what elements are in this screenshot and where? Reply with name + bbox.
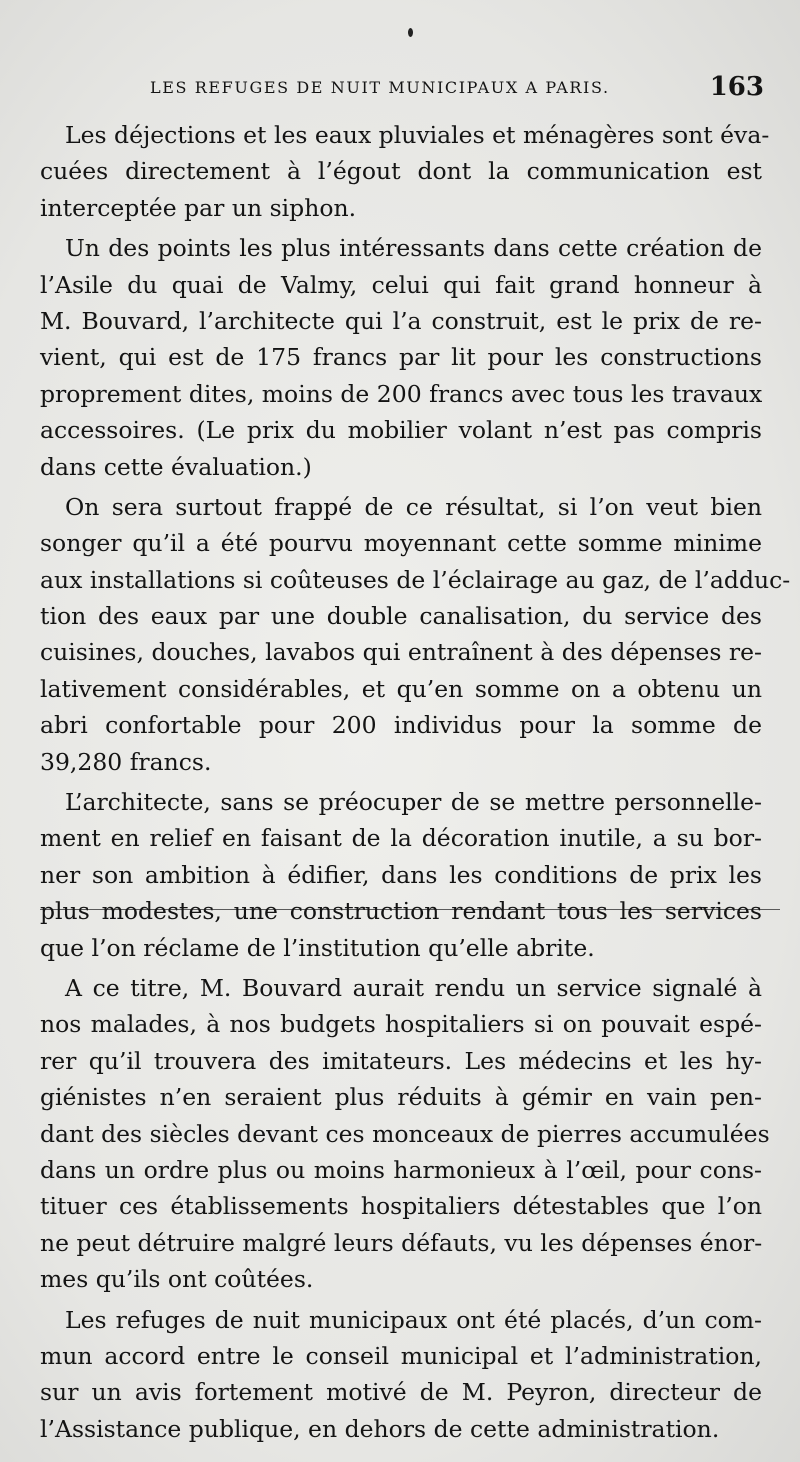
text-line: ne peut détruire malgré leurs défauts, vu les dépenses énor- — [40, 1228, 763, 1257]
page-header — [150, 72, 764, 110]
text-line: que l’on réclame de l’institution qu’elle abrite. — [40, 933, 595, 962]
text-line: A ce titre, M. Bouvard aurait rendu un service signalé à — [65, 973, 762, 1002]
paragraph — [40, 784, 762, 966]
text-line: ner son ambition à édifier, dans les conditions de prix les — [40, 860, 762, 889]
text-line: vient, qui est de 175 francs par lit pour les constructions — [40, 343, 762, 372]
paragraph — [40, 489, 791, 780]
text-line: mun accord entre le conseil municipal et l’administration, — [40, 1341, 762, 1370]
text-line: cuées directement à l’égout dont la communication est — [40, 157, 762, 186]
ink-dot — [408, 28, 413, 37]
running-title: LES REFUGES DE NUIT MUNICIPAUX A PARIS. — [150, 78, 610, 97]
text-line: Les déjections et les eaux pluviales et ménagères sont éva- — [65, 121, 770, 149]
text-line: abri confortable pour 200 individus pour la somme de — [40, 711, 762, 740]
text-line: ment en relief en faisant de la décoration inutile, a su bor- — [40, 824, 762, 853]
text-line: plus modestes, une construction rendant tous les services — [40, 897, 762, 926]
paragraph — [40, 970, 770, 1298]
text-line: sur un avis fortement motivé de M. Peyron, directeur de — [40, 1378, 762, 1407]
text-line: tituer ces établissements hospitaliers détestables que l’on — [40, 1192, 762, 1221]
text-line: L’architecte, sans se préocuper de se mettre personnelle- — [65, 788, 762, 817]
text-line: mes qu’ils ont coûtées. — [40, 1265, 314, 1294]
text-line: Les refuges de nuit municipaux ont été placés, d’un com- — [65, 1305, 762, 1334]
text-line: l’Assistance publique, en dehors de cette administration. — [40, 1414, 720, 1443]
text-line: aux installations si coûteuses de l’éclairage au gaz, de l’adduc- — [40, 565, 791, 594]
text-line: dant des siècles devant ces monceaux de pierres accumulées — [40, 1119, 770, 1148]
text-line: interceptée par un siphon. — [40, 193, 357, 222]
text-line: l’Asile du quai de Valmy, celui qui fait grand honneur à — [40, 270, 762, 299]
text-line: giénistes n’en seraient plus réduits à gémir en vain pen- — [40, 1083, 762, 1112]
text-line: dans un ordre plus ou moins harmonieux à l’œil, pour cons- — [40, 1155, 762, 1184]
text-line: On sera surtout frappé de ce résultat, si l’on veut bien — [65, 492, 762, 521]
text-line: 39,280 francs. — [40, 747, 212, 776]
paragraph — [40, 1302, 762, 1448]
page-number: 163 — [709, 72, 764, 102]
paragraph — [40, 230, 762, 485]
text-line: rer qu’il trouvera des imitateurs. Les médecins et les hy- — [40, 1046, 762, 1075]
body-text — [40, 117, 791, 1451]
paragraph — [40, 117, 770, 226]
text-line: Un des points les plus intéressants dans cette création de — [65, 234, 762, 263]
text-line: nos malades, à nos budgets hospitaliers si on pouvait espé- — [40, 1010, 762, 1039]
text-line: cuisines, douches, lavabos qui entraînent à des dépenses re- — [40, 638, 762, 667]
text-line: dans cette évaluation.) — [40, 452, 312, 481]
text-line: proprement dites, moins de 200 francs avec tous les travaux — [40, 379, 763, 408]
text-line: accessoires. (Le prix du mobilier volant n’est pas compris — [40, 416, 762, 445]
text-line: tion des eaux par une double canalisation, du service des — [40, 602, 762, 631]
text-line: lativement considérables, et qu’en somme on a obtenu un — [40, 674, 762, 703]
text-line: songer qu’il a été pourvu moyennant cette somme minime — [40, 529, 762, 558]
text-line: M. Bouvard, l’architecte qui l’a construit, est le prix de re- — [40, 306, 762, 335]
